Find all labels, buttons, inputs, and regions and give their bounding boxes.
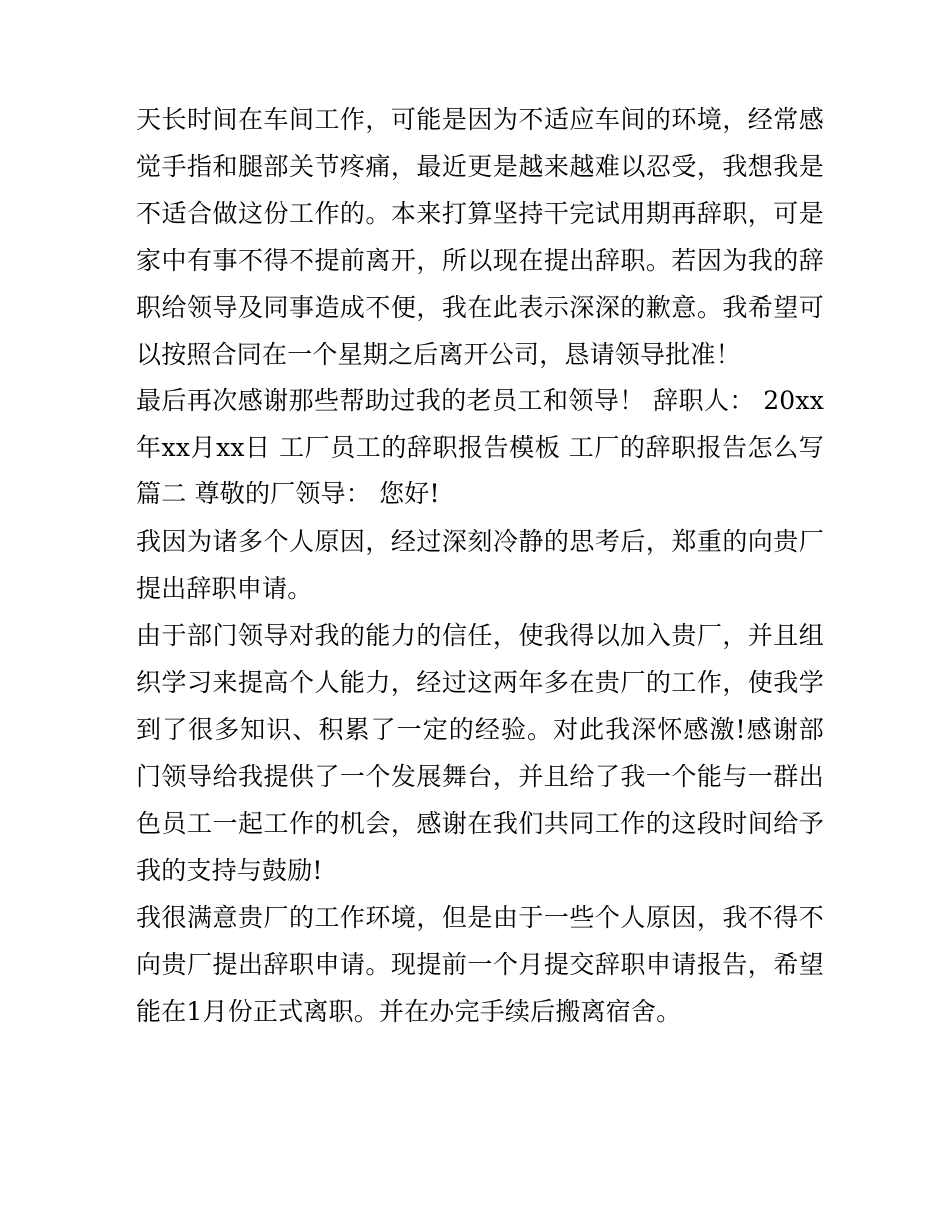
paragraph-5: 我很满意贵厂的工作环境，但是由于一些个人原因，我不得不向贵厂提出辞职申请。现提前一个月提交辞职申请报告，希望能在1月份正式离职。并在办完手续后搬离宿舍。 xyxy=(136,902,824,1026)
paragraph-3: 我因为诸多个人原因，经过深刻冷静的思考后，郑重的向贵厂提出辞职申请。 xyxy=(136,526,824,603)
document-body xyxy=(136,96,824,1035)
paragraph-4: 由于部门领导对我的能力的信任，使我得以加入贵厂，并且组织学习来提高个人能力，经过这两年多在贵厂的工作，使我学到了很多知识、积累了一定的经验。对此我深怀感激!感谢部门领导给我提供了一个发展舞台，并且给了我一个能与一群出色员工一起工作的机会，感谢在我们共同工作的这段时间给予我的支持与鼓励! xyxy=(136,620,824,885)
paragraph-1: 天长时间在车间工作，可能是因为不适应车间的环境，经常感觉手指和腿部关节疼痛，最近更是越来越难以忍受，我想我是不适合做这份工作的。本来打算坚持干完试用期再辞职，可是家中有事不得不提前离开，所以现在提出辞职。若因为我的辞职给领导及同事造成不便，我在此表示深深的歉意。我希望可以按照合同在一个星期之后离开公司，恳请领导批准！ xyxy=(136,105,824,369)
paragraph-2: 最后再次感谢那些帮助过我的老员工和领导！ 辞职人： 20xx年xx月xx日 工厂员工的辞职报告模板 工厂的辞职报告怎么写篇二 尊敬的厂领导： 您好! xyxy=(136,386,824,508)
